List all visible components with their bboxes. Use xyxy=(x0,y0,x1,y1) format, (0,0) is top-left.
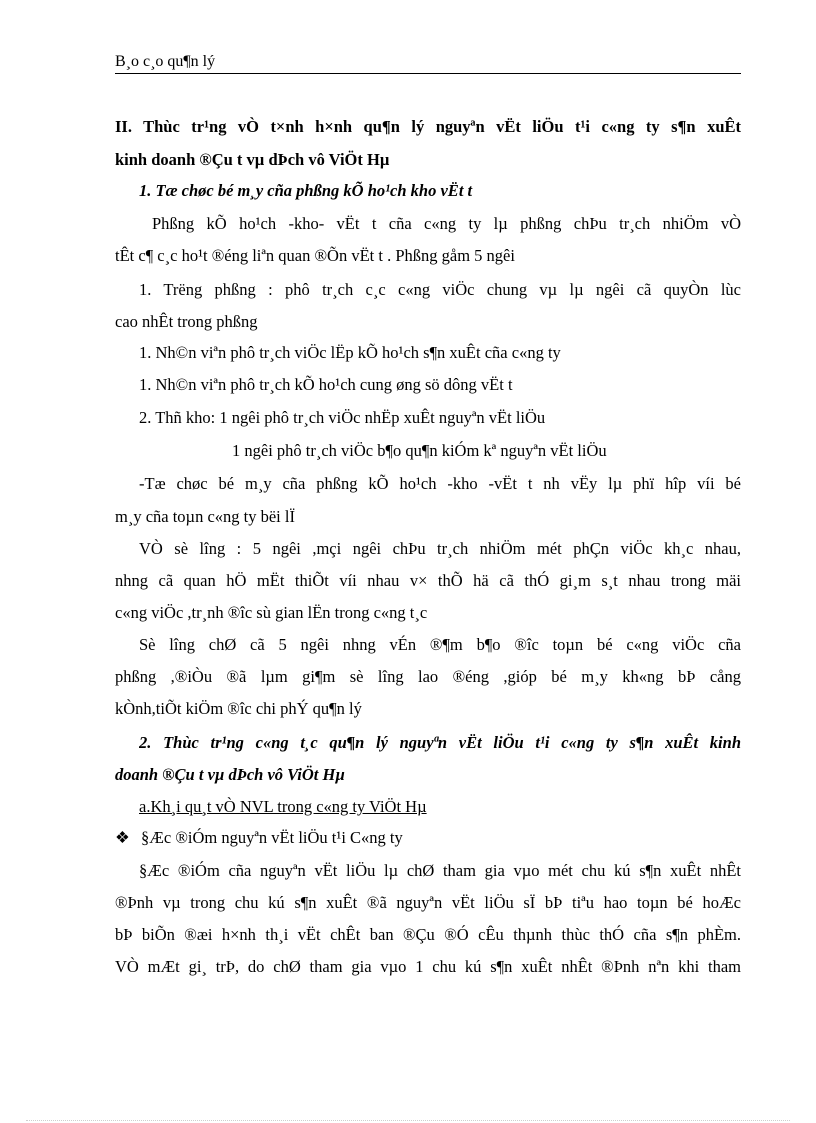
paragraph-2-line-1: 1. Trëng phßng : phô tr¸ch c¸c c«ng viÖc chung vµ lµ ngêi cã quyÒn lùc xyxy=(139,280,741,299)
paragraph-10-line-3: bÞ biÕn ®æi h×nh th¸i vËt chÊt ban ®Çu ®Ó cÊu thµnh thùc thÓ cña s¶n phÈm. xyxy=(115,925,741,944)
section-heading-line-2: kinh doanh ®Çu t vµ dÞch vô ViÖt Hµ xyxy=(115,150,390,169)
paragraph-6: 1 ngêi phô tr¸ch viÖc b¶o qu¶n kiÓm kª nguyªn vËt liÖu xyxy=(232,441,607,460)
bullet-item xyxy=(115,828,741,848)
paragraph-9-line-1: Sè lîng chØ cã 5 ngêi nhng vÉn ®¶m b¶o ®îc toµn bé c«ng viÖc cña xyxy=(139,635,741,654)
paragraph-7-line-2: m¸y cña toµn c«ng ty bëi lÏ xyxy=(115,507,295,526)
paragraph-10-line-1: §Æc ®iÓm cña nguyªn vËt liÖu lµ chØ tham gia vµo mét chu kú s¶n xuÊt nhÊt xyxy=(139,861,741,880)
subheading-1: 1. Tæ chøc bé m¸y cña phßng kÕ ho¹ch kho vËt t xyxy=(139,181,473,200)
paragraph-1-line-1: Phßng kÕ ho¹ch -kho- vËt t cña c«ng ty lµ phßng chÞu tr¸ch nhiÖm vÒ xyxy=(152,214,741,233)
page-bottom-border xyxy=(26,1120,790,1121)
bullet-text: §Æc ®iÓm nguyªn vËt liÖu t¹i C«ng ty xyxy=(141,828,403,847)
section-heading-line-1: II. Thùc tr¹ng vÒ t×nh h×nh qu¶n lý nguyªn vËt liÖu t¹i c«ng ty s¶n xuÊt xyxy=(115,117,741,136)
paragraph-10-line-4: VÒ mÆt gi¸ trÞ, do chØ tham gia vµo 1 chu kú s¶n xuÊt nhÊt ®Þnh nªn khi tham xyxy=(115,957,741,976)
subheading-2-line-1: 2. Thùc tr¹ng c«ng t¸c qu¶n lý nguyªn vËt liÖu t¹i c«ng ty s¶n xuÊt kinh xyxy=(139,733,741,752)
paragraph-1-line-2: tÊt c¶ c¸c ho¹t ®éng liªn quan ®Õn vËt t . Phßng gåm 5 ngêi xyxy=(115,246,515,265)
paragraph-8-line-3: c«ng viÖc ,tr¸nh ®îc sù gian lËn trong c«ng t¸c xyxy=(115,603,428,622)
paragraph-9-line-3: kÒnh,tiÕt kiÖm ®îc chi phÝ qu¶n lý xyxy=(115,699,362,718)
paragraph-9-line-2: phßng ,®iÒu ®ã lµm gi¶m sè lîng lao ®éng ,gióp bé m¸y kh«ng bÞ cång xyxy=(115,667,741,686)
paragraph-3: 1. Nh©n viªn phô tr¸ch viÖc lËp kÕ ho¹ch s¶n xuÊt cña c«ng ty xyxy=(139,343,561,362)
subheading-a-text: a.Kh¸i qu¸t vÒ NVL trong c«ng ty ViÖt Hµ xyxy=(139,797,427,816)
paragraph-8-line-1: VÒ sè lîng : 5 ngêi ,mçi ngêi chÞu tr¸ch nhiÖm mét phÇn viÖc kh¸c nhau, xyxy=(139,539,741,558)
bullet-diamond-icon: ❖ xyxy=(115,828,130,847)
paragraph-8-line-2: nhng cã quan hÖ mËt thiÕt víi nhau v× thÕ hä cã thÓ gi¸m s¸t nhau trong mäi xyxy=(115,571,741,590)
paragraph-2-line-2: cao nhÊt trong phßng xyxy=(115,312,258,331)
subheading-2-line-2: doanh ®Çu t vµ dÞch vô ViÖt Hµ xyxy=(115,765,345,784)
page-header: B¸o c¸o qu¶n lý xyxy=(115,52,741,74)
paragraph-7-line-1: -Tæ chøc bé m¸y cña phßng kÕ ho¹ch -kho -vËt t nh vËy lµ phï hîp víi bé xyxy=(139,474,741,493)
paragraph-5: 2. Thñ kho: 1 ngêi phô tr¸ch viÖc nhËp xuÊt nguyªn vËt liÖu xyxy=(139,408,546,427)
paragraph-10-line-2: ®Þnh vµ trong chu kú s¶n xuÊt ®ã nguyªn vËt liÖu sÏ bÞ tiªu hao toµn bé hoÆc xyxy=(115,893,741,912)
paragraph-4: 1. Nh©n viªn phô tr¸ch kÕ ho¹ch cung øng sö dông vËt t xyxy=(139,375,513,394)
subheading-a xyxy=(139,797,741,817)
